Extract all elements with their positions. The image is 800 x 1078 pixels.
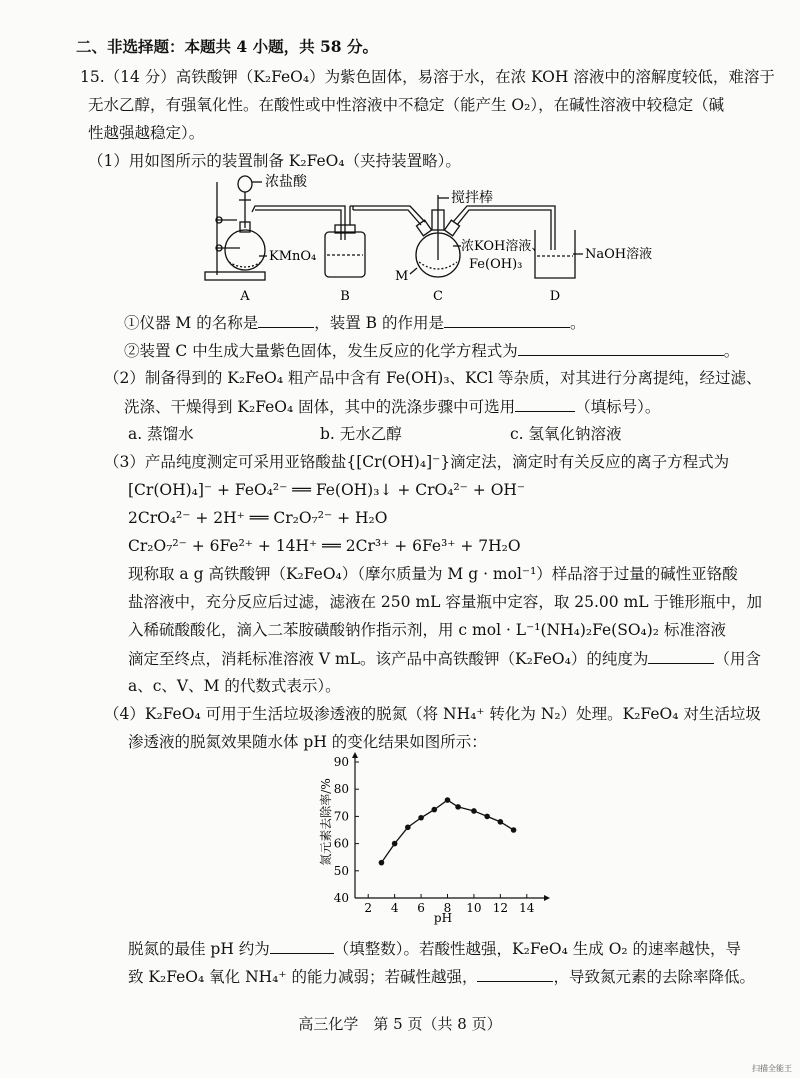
section-title: 二、非选择题：本题共 4 小题，共 58 分。 xyxy=(76,37,378,56)
y-tick-label: 80 xyxy=(333,782,349,797)
answer-blank-equation[interactable] xyxy=(518,339,724,356)
answer-blank-m[interactable] xyxy=(258,311,314,328)
q15-part4-line4 xyxy=(128,965,755,988)
q1-text-c: 。 xyxy=(569,314,586,332)
data-point xyxy=(511,827,517,833)
label-naoh: NaOH溶液 xyxy=(585,247,653,262)
q15-part3-body3: 入稀硫酸酸化，滴入二苯胺磺酸钠作指示剂，用 c mol · L⁻¹(NH₄)₂Fe(SO₄)₂ 标准溶液 xyxy=(128,621,726,639)
y-tick-label: 40 xyxy=(333,891,349,905)
q1-text-a: ①仪器 M 的名称是 xyxy=(124,314,259,332)
tag-c: C xyxy=(433,289,443,304)
data-point xyxy=(455,804,461,810)
tube-bc xyxy=(350,206,425,222)
q1-text-b: ，装置 B 的作用是 xyxy=(314,314,444,332)
answer-blank-wash[interactable] xyxy=(515,395,575,412)
label-kmno4: KMnO₄ xyxy=(269,249,317,264)
label-conc-hcl: 浓盐酸 xyxy=(265,174,307,190)
option-b: b. 无水乙醇 xyxy=(320,425,402,443)
tag-b: B xyxy=(340,289,350,304)
data-point xyxy=(498,819,504,825)
tube-ab xyxy=(252,206,345,240)
q15-part4-line2: 渗透液的脱氮效果随水体 pH 的变化结果如图所示： xyxy=(128,733,487,751)
q15-intro-line1: 15.（14 分）高铁酸钾（K₂FeO₄）为紫色固体，易溶于水，在浓 KOH 溶液中的溶解度较低，难溶于 xyxy=(80,68,775,86)
x-tick-label: 12 xyxy=(492,901,508,915)
x-tick-label: 8 xyxy=(443,901,452,915)
dropping-funnel xyxy=(238,176,252,192)
y-tick-label: 50 xyxy=(333,863,349,878)
equation-1: [Cr(OH)₄]⁻ + FeO₄²⁻ ══ Fe(OH)₃↓ + CrO₄²⁻ + OH⁻ xyxy=(128,481,526,499)
x-tick-label: 2 xyxy=(364,901,373,915)
q15-part3-body5: a、c、V、M 的代数式表示）。 xyxy=(128,677,341,695)
nitrogen-removal-chart xyxy=(300,750,550,930)
p4-text-b: （填整数）。若酸性越强，K₂FeO₄ 生成 O₂ 的速率越快，导 xyxy=(333,940,742,958)
y-tick-label: 60 xyxy=(333,836,349,851)
data-point xyxy=(445,797,451,803)
data-point xyxy=(405,824,411,830)
apparatus-diagram xyxy=(195,170,695,305)
tag-a: A xyxy=(240,289,250,304)
q15-part3-body1: 现称取 a g 高铁酸钾（K₂FeO₄）（摩尔质量为 M g · mol⁻¹）样品溶于过量的碱性亚铬酸 xyxy=(128,565,738,583)
series-line xyxy=(381,800,513,863)
data-point xyxy=(392,841,398,847)
q15-part3-body2: 盐溶液中，充分反应后过滤，滤液在 250 mL 容量瓶中定容，取 25.00 mL 于锥形瓶中，加 xyxy=(128,593,763,611)
label-conc-koh: 浓KOH溶液、 xyxy=(461,239,545,254)
label-stirring-rod: 搅拌棒 xyxy=(451,190,493,206)
x-tick-label: 6 xyxy=(417,901,425,915)
x-axis-label: pH xyxy=(433,911,453,925)
answer-blank-ph[interactable] xyxy=(270,937,334,954)
y-tick-label: 90 xyxy=(333,755,349,769)
q15-part4-line3 xyxy=(128,937,741,960)
p3-text-b: （用含 xyxy=(714,650,761,668)
flask-a xyxy=(225,230,265,270)
scanner-watermark: 扫描全能王 xyxy=(752,1064,792,1073)
q2-text-a: ②装置 C 中生成大量紫色固体，发生反应的化学方程式为 xyxy=(124,342,518,360)
p2-text-b: （填标号）。 xyxy=(575,398,661,416)
tag-d: D xyxy=(549,289,561,304)
x-tick-label: 4 xyxy=(390,901,399,915)
answer-blank-purity[interactable] xyxy=(648,647,714,664)
q15-intro-line3: 性越强越稳定）。 xyxy=(88,124,205,142)
equation-3: Cr₂O₇²⁻ + 6Fe²⁺ + 14H⁺ ══ 2Cr³⁺ + 6Fe³⁺ + 7H₂O xyxy=(128,537,521,555)
page-footer: 高三化学 第 5 页（共 8 页） xyxy=(298,1015,502,1033)
y-tick-label: 70 xyxy=(333,809,349,824)
q15-part2-line2 xyxy=(124,395,660,418)
answer-blank-alkaline[interactable] xyxy=(477,965,553,982)
q15-part3-body4 xyxy=(128,647,761,670)
x-tick-label: 10 xyxy=(466,901,482,915)
x-tick-label: 14 xyxy=(519,901,535,915)
data-point xyxy=(471,808,477,814)
x-axis-arrow xyxy=(544,895,550,901)
answer-blank-b[interactable] xyxy=(444,311,570,328)
q15-part4-line1: （4）K₂FeO₄ 可用于生活垃圾渗透液的脱氮（将 NH₄⁺ 转化为 N₂）处理。K₂FeO₄ 对生活垃圾 xyxy=(104,705,761,723)
q15-intro-line2: 无水乙醇，有强氧化性。在酸性或中性溶液中不稳定（能产生 O₂），在碱性溶液中较稳定（碱 xyxy=(88,96,725,114)
data-point xyxy=(431,807,437,813)
option-c: c. 氢氧化钠溶液 xyxy=(510,425,622,443)
p4-text-a: 脱氮的最佳 pH 约为 xyxy=(128,940,270,958)
q15-part1-q1 xyxy=(124,311,586,334)
equation-2: 2CrO₄²⁻ + 2H⁺ ══ Cr₂O₇²⁻ + H₂O xyxy=(128,509,388,527)
label-m: M xyxy=(395,269,409,284)
p4-text-c: 致 K₂FeO₄ 氧化 NH₄⁺ 的能力减弱；若碱性越强， xyxy=(128,968,478,986)
stand-base xyxy=(205,272,265,280)
p4-text-d: ，导致氮元素的去除率降低。 xyxy=(553,968,755,986)
p3-text-a: 滴定至终点，消耗标准溶液 V mL。该产品中高铁酸钾（K₂FeO₄）的纯度为 xyxy=(128,650,649,668)
q2-text-b: 。 xyxy=(723,342,740,360)
q15-part1-title: （1）用如图所示的装置制备 K₂FeO₄（夹持装置略）。 xyxy=(88,152,461,170)
data-point xyxy=(379,860,385,866)
p2-text-a: 洗涤、干燥得到 K₂FeO₄ 固体，其中的洗涤步骤中可选用 xyxy=(124,398,516,416)
label-feoh3: Fe(OH)₃ xyxy=(469,257,523,272)
y-axis-arrow xyxy=(352,752,358,758)
q15-part2-line1: （2）制备得到的 K₂FeO₄ 粗产品中含有 Fe(OH)₃、KCl 等杂质，对其进行分离提纯，经过滤、 xyxy=(104,369,762,387)
q15-part1-q2 xyxy=(124,339,739,362)
y-axis-label: 氮元素去除率/% xyxy=(319,778,333,866)
data-point xyxy=(418,815,424,821)
data-point xyxy=(484,814,490,820)
q15-part3-line1: （3）产品纯度测定可采用亚铬酸盐{[Cr(OH)₄]⁻}滴定法，滴定时有关反应的离子方程式为 xyxy=(104,453,730,471)
option-a: a. 蒸馏水 xyxy=(128,425,194,443)
